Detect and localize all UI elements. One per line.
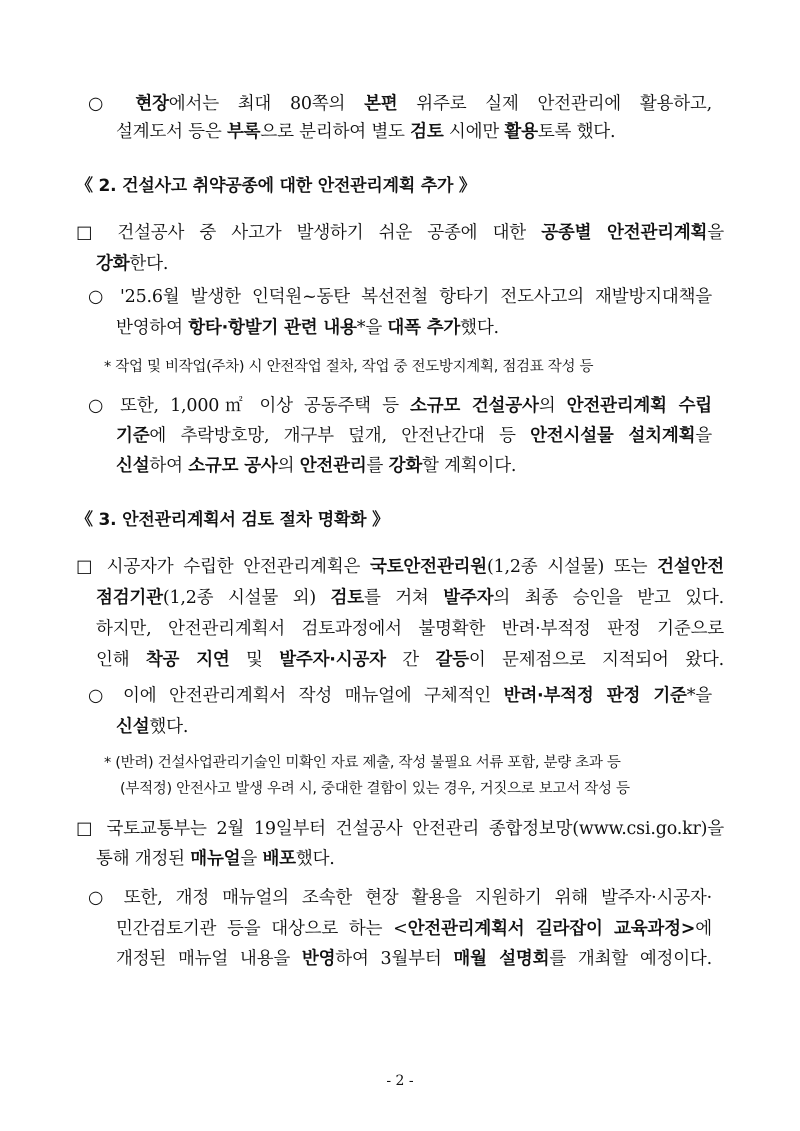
text-run: * 작업 및 비작업(주차) 시 안전작업 절차, 작업 중 전도방지계획, 점검표 작성 등 [104,359,594,375]
text-run: 민간검토기관 등을 대상으로 하는 < [116,919,408,939]
text-run: 및 [229,650,280,670]
text-run: 하여 [149,456,189,476]
circle-item-line [116,454,516,478]
text-run: ○ 또한, 개정 매뉴얼의 조속한 현장 활용을 지원하기 위해 발주자·시공자· [88,888,712,908]
text-run: 했다. [460,318,499,338]
emphasized-text: 본편 [364,94,398,114]
text-run: 간 [385,650,436,670]
emphasized-text: 신설 [116,717,150,737]
circle-item-line [88,684,712,708]
circle-item-line [116,424,712,448]
text-run: 를 거쳐 [363,588,444,608]
circle-item-line [116,947,712,971]
text-run: 을 [695,426,712,446]
emphasized-text: 점검기관 [96,588,163,608]
emphasized-text: 안전관리 [299,456,367,476]
emphasized-text: 공종별 안전관리계획 [541,223,708,243]
emphasized-text: 반려·부적정 판정 기준 [503,686,687,706]
text-run: 개정된 매뉴얼 내용을 [116,949,302,969]
text-run: (부적정) 안전사고 발생 우려 시, 중대한 결함이 있는 경우, 거짓으로 보고서 작성 등 [120,781,630,797]
text-run: 할 계획이다. [422,456,517,476]
circle-item-line [88,92,712,116]
text-run: 으로 분리하여 별도 [260,122,411,142]
text-run: 를 [366,456,389,476]
text-run: 인해 [96,650,146,670]
text-run: (1,2종 시설물) 또는 [486,557,658,577]
text-run: 에 추락방호망, 개구부 덮개, 안전난간대 등 [149,426,531,446]
emphasized-text: 갈등 [435,650,469,670]
text-run: 통해 개정된 [96,849,191,869]
text-run: 반영하여 [116,318,189,338]
emphasized-text: 매월 설명회 [453,949,550,969]
text-run: 하여 3월부터 [335,949,454,969]
text-run: (1,2종 시설물 외) [162,588,331,608]
text-run: 을 [707,223,724,243]
emphasized-text: 발주자·시공자 [279,650,386,670]
emphasized-text: 안전관리계획 수립 [566,396,712,416]
emphasized-text: 현장 [135,94,169,114]
text-run: * (반려) 건설사업관리기술인 미확인 자료 제출, 작성 불필요 서류 포함, 분량 초과 등 [104,755,621,771]
text-run: 한다. [129,254,169,274]
text-run: □ 국토교통부는 2월 19일부터 건설공사 안전관리 종합정보망(www.csi.go.kr)을 [76,819,724,839]
text-run: 의 [538,396,567,416]
emphasized-text: 기준 [116,426,150,446]
circle-item-line [116,120,615,144]
circle-item-line [88,886,712,910]
text-run: 설계도서 등은 [116,122,227,142]
text-run: 위주로 실제 안전관리에 활용하고, [397,94,712,114]
emphasized-text: 활용 [504,122,538,142]
emphasized-text: 발주자 [443,588,494,608]
emphasized-text: 소규모 공사 [188,456,278,476]
note-line [120,777,630,801]
note-line [104,355,593,379]
emphasized-text: 검토 [410,122,444,142]
text-run: 토록 했다. [537,122,616,142]
text-run: 하지만, 안전관리계획서 검토과정에서 불명확한 반려·부적정 판정 기준으로 [96,619,724,639]
circle-item-line [88,285,712,309]
text-run: 을 [240,849,263,869]
text-run: ○ 또한, 1,000㎡ 이상 공동주택 등 [88,396,410,416]
emphasized-text: 검토 [330,588,364,608]
box-item-line [96,252,168,276]
emphasized-text: 항타·항발기 관련 내용 [188,318,357,338]
box-item-line [76,817,724,841]
text-run: 의 [277,456,300,476]
circle-item-line [116,715,188,739]
text-run: 의 최종 승인을 받고 있다. [493,588,724,608]
note-line [104,751,621,775]
emphasized-text: 배포 [262,849,296,869]
emphasized-text: 안전시설물 설치계획 [530,426,696,446]
emphasized-text: 소규모 건설공사 [410,396,539,416]
text-run: 했다. [149,717,189,737]
emphasized-text: 강화 [96,254,130,274]
emphasized-text: 매뉴얼 [190,849,241,869]
text-run: 이 문제점으로 지적되어 왔다. [468,650,724,670]
box-item-line [96,847,335,871]
text-run: 에 [695,919,712,939]
emphasized-text: 반영 [301,949,336,969]
text-run: ○ 이에 안전관리계획서 작성 매뉴얼에 구체적인 [88,686,504,706]
box-item-line [76,555,724,579]
box-item-line [96,586,724,610]
emphasized-text: 안전관리계획서 길라잡이 교육과정> [407,919,696,939]
text-run: *을 [356,318,388,338]
box-item-line [96,648,724,672]
section-heading: 《 3. 안전관리계획서 검토 절차 명확화 》 [76,510,389,530]
text-run: ○ '25.6월 발생한 인덕원~동탄 복선전철 항타기 전도사고의 재발방지대책을 [88,287,712,307]
box-item-line [96,617,724,641]
emphasized-text: 착공 지연 [145,650,230,670]
emphasized-text: 신설 [116,456,150,476]
text-run: 했다. [295,849,335,869]
box-item-line [76,221,724,245]
emphasized-text: 국토안전관리원 [370,557,487,577]
emphasized-text: 대폭 추가 [387,318,461,338]
text-run: ○ [88,94,136,114]
circle-item-line [116,917,712,941]
emphasized-text: 강화 [388,456,423,476]
section-heading: 《 2. 건설사고 취약공종에 대한 안전관리계획 추가 》 [76,176,476,196]
text-run: 시에만 [443,122,505,142]
text-run: □ 건설공사 중 사고가 발생하기 쉬운 공종에 대한 [76,223,542,243]
circle-item-line [88,394,712,418]
text-run: 에서는 최대 80쪽의 [168,94,365,114]
emphasized-text: 부록 [226,122,261,142]
text-run: *을 [686,686,712,706]
text-run: 를 개최할 예정이다. [549,949,712,969]
emphasized-text: 건설안전 [657,557,724,577]
text-run: □ 시공자가 수립한 안전관리계획은 [76,557,371,577]
page-number: - 2 - [386,1073,414,1089]
circle-item-line [116,316,499,340]
